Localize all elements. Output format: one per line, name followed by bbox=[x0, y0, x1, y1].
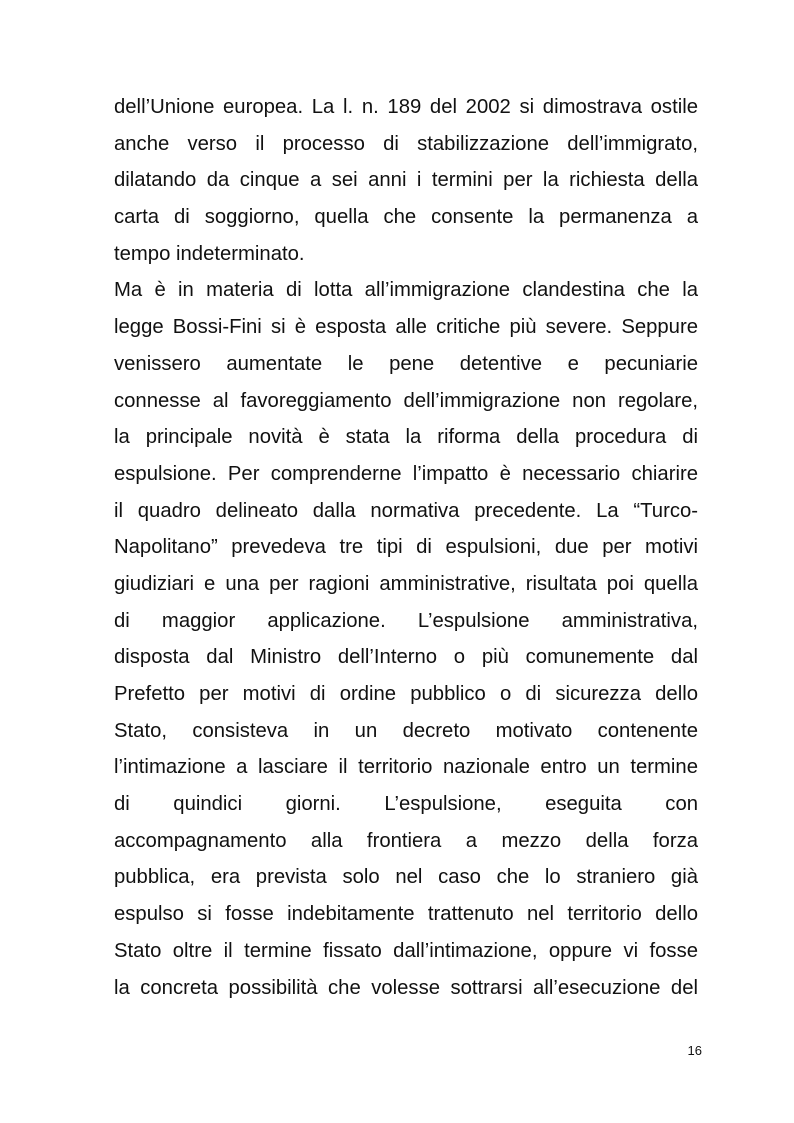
text-line: anche verso il processo di stabilizzazione dell’immigrato, bbox=[114, 132, 698, 155]
text-line: Ma è in materia di lotta all’immigrazione clandestina che la bbox=[114, 279, 698, 302]
text-line: il quadro delineato dalla normativa precedente. La “Turco- bbox=[114, 499, 698, 522]
text-line: di maggior applicazione. L’espulsione amministrativa, bbox=[114, 609, 698, 632]
text-line: la concreta possibilità che volesse sottrarsi all’esecuzione del bbox=[114, 976, 698, 999]
text-line: Stato, consisteva in un decreto motivato contenente bbox=[114, 719, 698, 742]
text-line: giudiziari e una per ragioni amministrative, risultata poi quella bbox=[114, 572, 698, 595]
body-text bbox=[114, 89, 698, 1006]
text-line: la principale novità è stata la riforma della procedura di bbox=[114, 426, 698, 449]
text-line: pubblica, era prevista solo nel caso che lo straniero già bbox=[114, 866, 698, 889]
page-number: 16 bbox=[687, 1043, 702, 1058]
text-line: venissero aumentate le pene detentive e pecuniarie bbox=[114, 352, 698, 375]
text-line: espulsione. Per comprenderne l’impatto è necessario chiarire bbox=[114, 462, 698, 485]
text-line: accompagnamento alla frontiera a mezzo della forza bbox=[114, 829, 698, 852]
text-line: dell’Unione europea. La l. n. 189 del 2002 si dimostrava ostile bbox=[114, 96, 698, 118]
text-line: carta di soggiorno, quella che consente la permanenza a bbox=[114, 206, 698, 229]
text-line: espulso si fosse indebitamente trattenuto nel territorio dello bbox=[114, 903, 698, 926]
text-line: disposta dal Ministro dell’Interno o più comunemente dal bbox=[114, 646, 698, 669]
text-line: legge Bossi-Fini si è esposta alle critiche più severe. Seppure bbox=[114, 316, 698, 339]
text-line: l’intimazione a lasciare il territorio nazionale entro un termine bbox=[114, 756, 698, 779]
text-line: di quindici giorni. L’espulsione, eseguita con bbox=[114, 793, 698, 816]
text-line: tempo indeterminato. bbox=[114, 242, 305, 265]
text-line: connesse al favoreggiamento dell’immigrazione non regolare, bbox=[114, 389, 698, 412]
text-line: Napolitano” prevedeva tre tipi di espulsioni, due per motivi bbox=[114, 536, 698, 559]
text-line: Prefetto per motivi di ordine pubblico o di sicurezza dello bbox=[114, 683, 698, 705]
text-line: Stato oltre il termine fissato dall’intimazione, oppure vi fosse bbox=[114, 939, 698, 962]
text-line: dilatando da cinque a sei anni i termini per la richiesta della bbox=[114, 169, 698, 192]
